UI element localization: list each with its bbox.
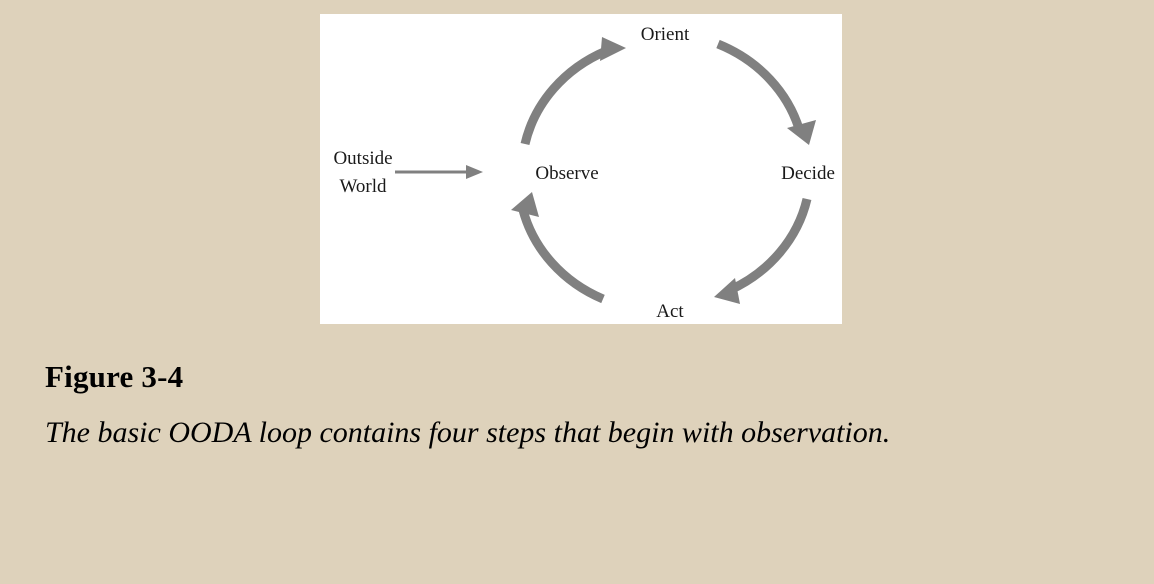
edge-outside-world-to-observe xyxy=(395,165,483,179)
node-label-act: Act xyxy=(656,301,684,322)
edge-decide-to-act xyxy=(714,199,807,304)
ooda-loop-diagram xyxy=(320,14,842,324)
node-label-observe: Observe xyxy=(535,163,599,184)
figure-image-panel xyxy=(320,14,842,324)
figure-number: Figure 3-4 xyxy=(45,359,184,394)
figure-caption-block xyxy=(45,360,1105,455)
outside-world-label-line1: Outside xyxy=(333,148,393,169)
outside-world-label-line2: World xyxy=(339,176,387,197)
node-label-orient: Orient xyxy=(640,24,690,45)
node-label-decide: Decide xyxy=(781,163,835,184)
figure-caption-text: The basic OODA loop contains four steps that begin with observation. xyxy=(45,416,891,450)
edge-observe-to-orient xyxy=(525,37,626,144)
edge-orient-to-decide xyxy=(718,44,816,145)
edge-act-to-observe xyxy=(511,192,603,299)
